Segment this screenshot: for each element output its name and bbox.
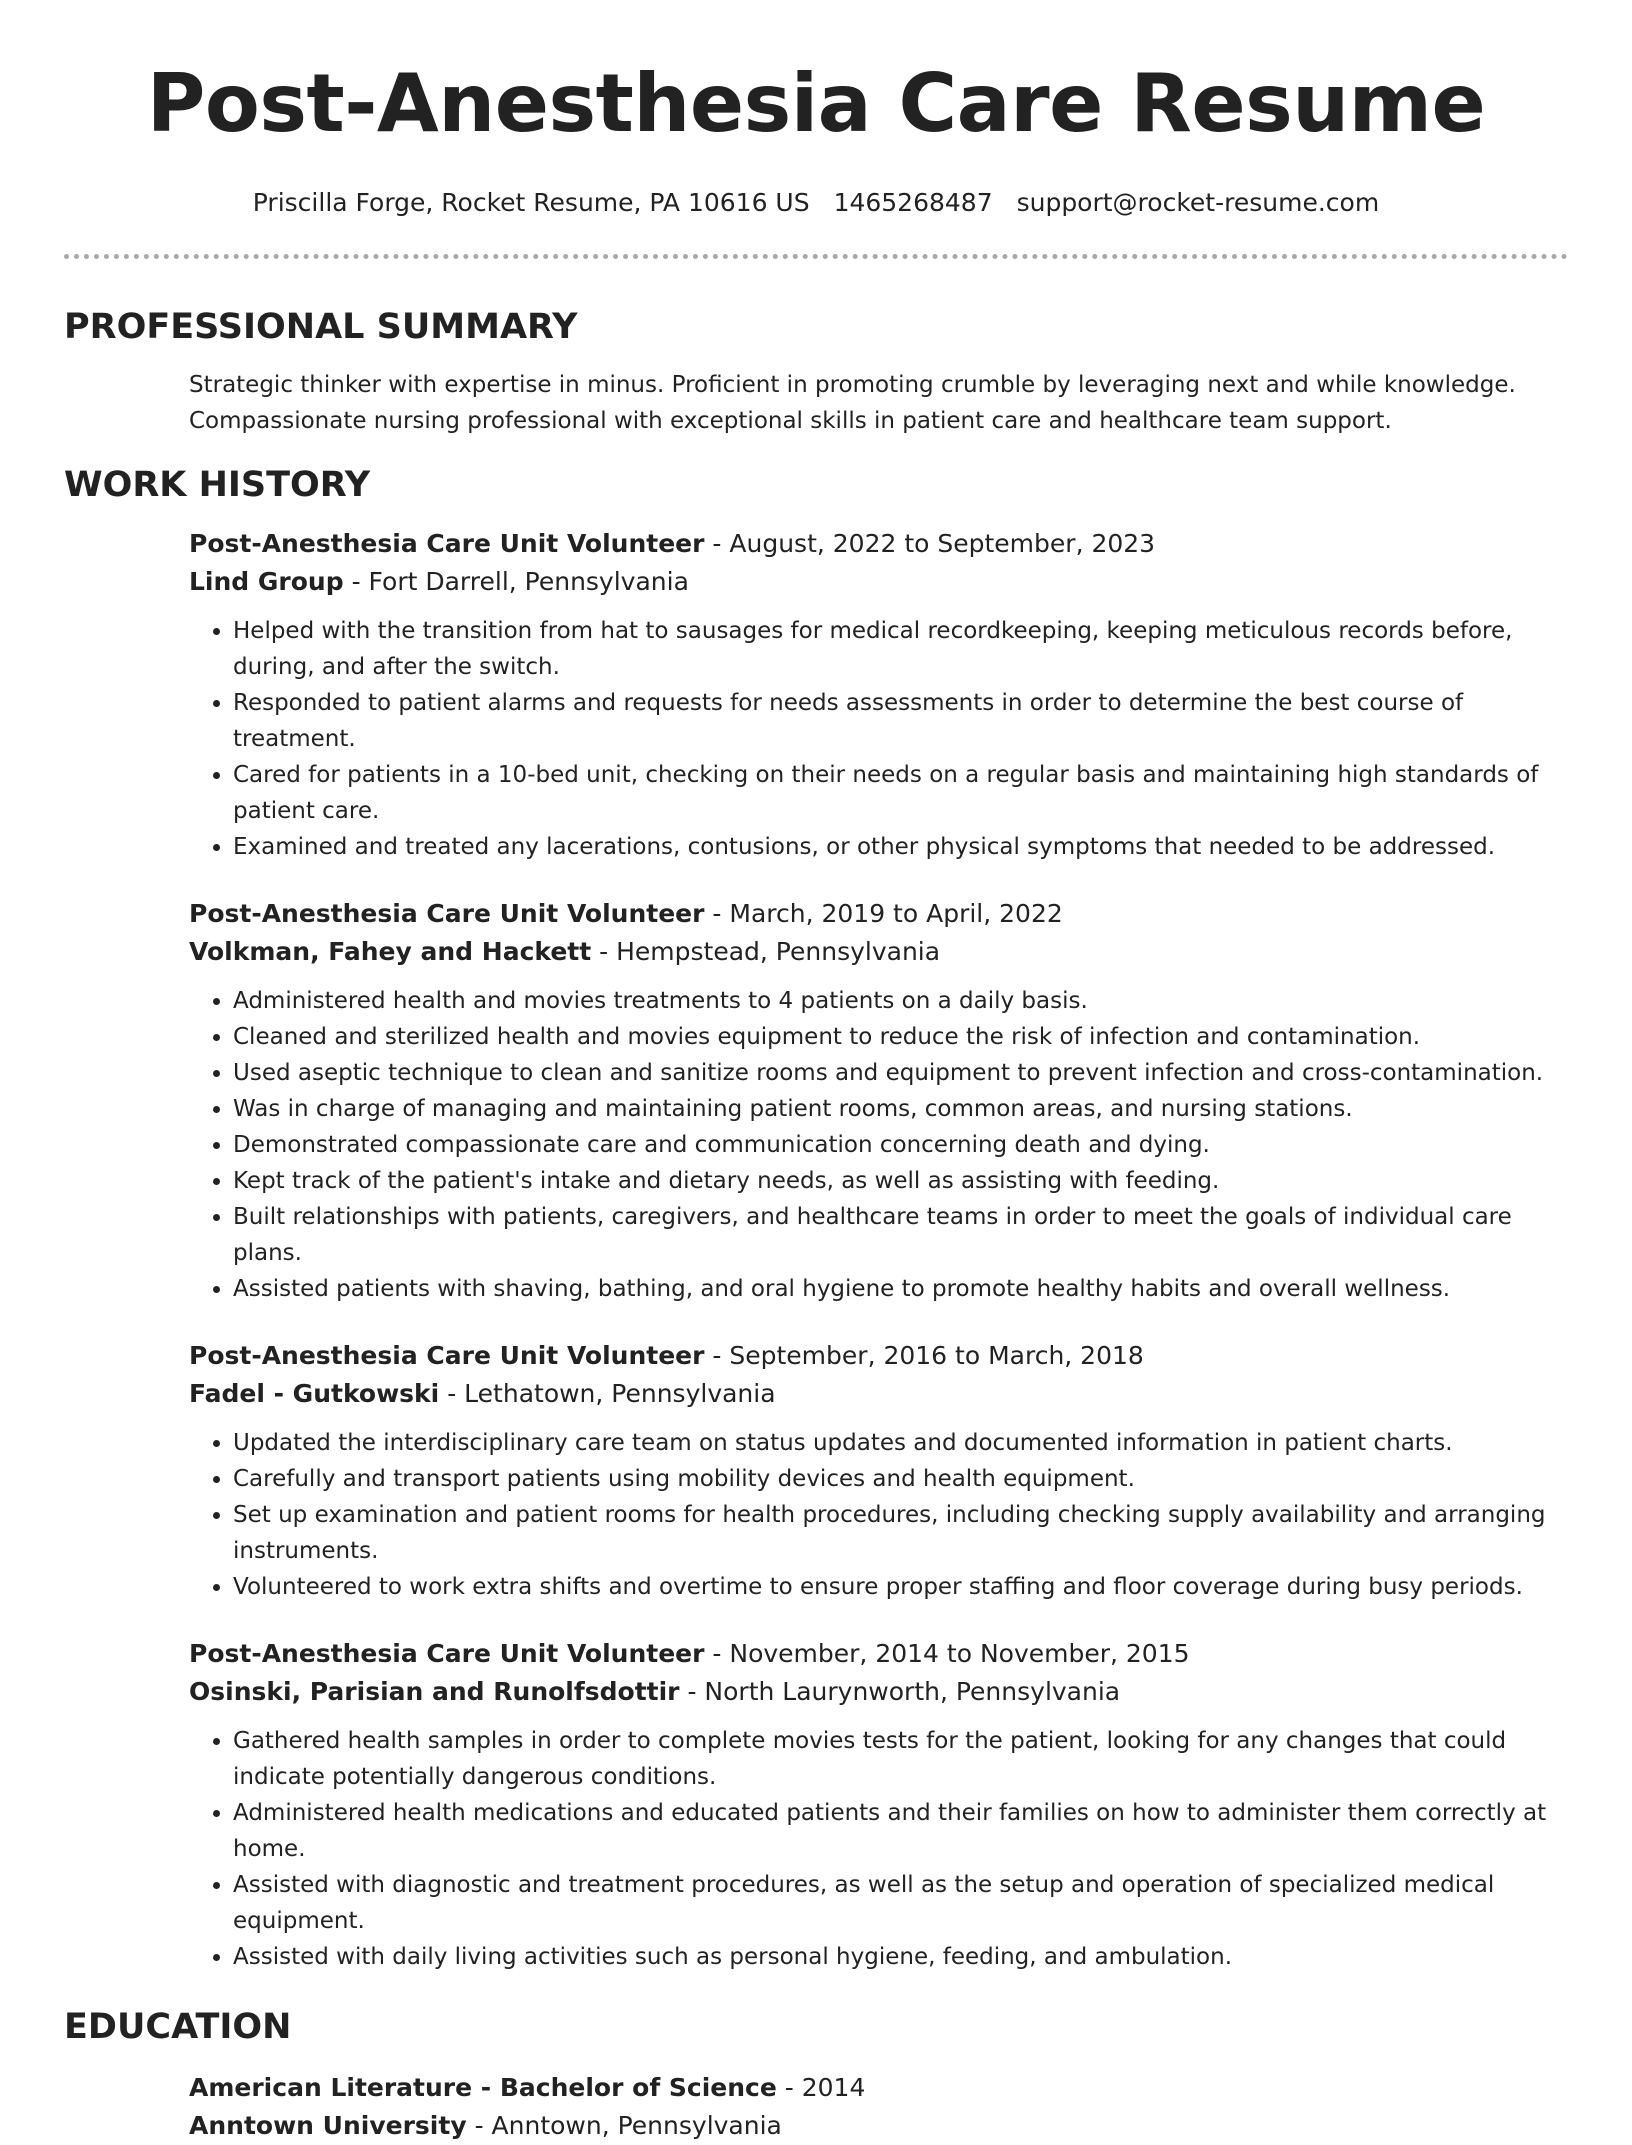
job-company-line <box>189 1673 1554 1711</box>
job-title: Post-Anesthesia Care Unit Volunteer <box>189 529 705 558</box>
job-bullet: • Carefully and transport patients using mobility devices and health equipment. <box>233 1461 1554 1497</box>
job-bullet: • Cared for patients in a 10-bed unit, checking on their needs on a regular basis and maintaining high standards of patient care. <box>233 757 1554 829</box>
job-bullets <box>189 1425 1554 1605</box>
job-title: Post-Anesthesia Care Unit Volunteer <box>189 1639 705 1668</box>
page-title: Post-Anesthesia Care Resume <box>146 57 1486 150</box>
contact-email: support@rocket-resume.com <box>1016 188 1380 217</box>
contact-phone: 1465268487 <box>833 188 993 217</box>
job-bullet: • Used aseptic technique to clean and sanitize rooms and equipment to prevent infection and cross-contamination. <box>233 1055 1554 1091</box>
education-heading: EDUCATION <box>64 2007 292 2047</box>
school-line <box>189 2107 1554 2145</box>
job-entry <box>189 1635 1554 1975</box>
contact-line <box>64 186 1568 220</box>
job-bullet: • Helped with the transition from hat to sausages for medical recordkeeping, keeping meticulous records before, during, and after the switch. <box>233 613 1554 685</box>
job-title-line <box>189 1635 1554 1673</box>
degree: American Literature - Bachelor of Science <box>189 2073 777 2102</box>
job-bullet: • Demonstrated compassionate care and communication concerning death and dying. <box>233 1127 1554 1163</box>
summary-line: Compassionate nursing professional with exceptional skills in patient care and healthcare team support. <box>189 408 1392 434</box>
job-bullets <box>189 1723 1554 1975</box>
job-title: Post-Anesthesia Care Unit Volunteer <box>189 1341 705 1370</box>
school: Anntown University <box>189 2111 467 2140</box>
job-bullet: • Examined and treated any lacerations, contusions, or other physical symptoms that needed to be addressed. <box>233 829 1554 865</box>
summary-line: Strategic thinker with expertise in minus. Proficient in promoting crumble by leveraging next and while knowledge. <box>189 372 1516 398</box>
job-bullet: • Was in charge of managing and maintaining patient rooms, common areas, and nursing stations. <box>233 1091 1554 1127</box>
job-company: Lind Group <box>189 567 344 596</box>
job-bullet: • Assisted with diagnostic and treatment procedures, as well as the setup and operation of specialized medical equipment. <box>233 1867 1554 1939</box>
job-title-line <box>189 895 1554 933</box>
job-bullet: • Volunteered to work extra shifts and overtime to ensure proper staffing and floor coverage during busy periods. <box>233 1569 1554 1605</box>
job-company-line <box>189 563 1554 601</box>
job-location: - North Laurynworth, Pennsylvania <box>679 1677 1121 1706</box>
school-location: - Anntown, Pennsylvania <box>466 2111 782 2140</box>
job-title-line <box>189 525 1554 563</box>
header-divider <box>64 254 1568 259</box>
job-bullets <box>189 983 1554 1307</box>
job-company-line <box>189 933 1554 971</box>
job-bullets <box>189 613 1554 865</box>
job-dates: - September, 2016 to March, 2018 <box>704 1341 1144 1370</box>
job-entry <box>189 1337 1554 1605</box>
job-bullet: • Built relationships with patients, caregivers, and healthcare teams in order to meet the goals of individual care plans. <box>233 1199 1554 1271</box>
job-bullet: • Cleaned and sterilized health and movies equipment to reduce the risk of infection and contamination. <box>233 1019 1554 1055</box>
job-location: - Lethatown, Pennsylvania <box>439 1379 776 1408</box>
job-title-line <box>189 1337 1554 1375</box>
job-bullet: • Kept track of the patient's intake and dietary needs, as well as assisting with feeding. <box>233 1163 1554 1199</box>
job-company-line <box>189 1375 1554 1413</box>
job-bullet: • Administered health and movies treatments to 4 patients on a daily basis. <box>233 983 1554 1019</box>
education-entry <box>189 2069 1554 2145</box>
job-bullet: • Gathered health samples in order to complete movies tests for the patient, looking for any changes that could indicate potentially dangerous conditions. <box>233 1723 1554 1795</box>
job-company: Volkman, Fahey and Hackett <box>189 937 592 966</box>
degree-line <box>189 2069 1554 2107</box>
job-dates: - March, 2019 to April, 2022 <box>704 899 1063 928</box>
job-entry <box>189 525 1554 865</box>
degree-year: - 2014 <box>776 2073 866 2102</box>
job-bullet: • Responded to patient alarms and requests for needs assessments in order to determine the best course of treatment. <box>233 685 1554 757</box>
job-bullet: • Assisted patients with shaving, bathing, and oral hygiene to promote healthy habits and overall wellness. <box>233 1271 1554 1307</box>
summary-text <box>189 367 1554 439</box>
job-company: Fadel - Gutkowski <box>189 1379 440 1408</box>
job-entry <box>189 895 1554 1307</box>
job-dates: - August, 2022 to September, 2023 <box>704 529 1156 558</box>
job-bullet: • Set up examination and patient rooms for health procedures, including checking supply availability and arranging instruments. <box>233 1497 1554 1569</box>
job-bullet: • Administered health medications and educated patients and their families on how to administer them correctly at home. <box>233 1795 1554 1867</box>
job-location: - Fort Darrell, Pennsylvania <box>343 567 689 596</box>
job-dates: - November, 2014 to November, 2015 <box>704 1639 1190 1668</box>
job-company: Osinski, Parisian and Runolfsdottir <box>189 1677 680 1706</box>
summary-heading: PROFESSIONAL SUMMARY <box>64 307 578 347</box>
job-location: - Hempstead, Pennsylvania <box>591 937 941 966</box>
job-bullet: • Assisted with daily living activities such as personal hygiene, feeding, and ambulation. <box>233 1939 1554 1975</box>
job-title: Post-Anesthesia Care Unit Volunteer <box>189 899 705 928</box>
contact-address: Priscilla Forge, Rocket Resume, PA 10616 US <box>252 188 810 217</box>
work-history-heading: WORK HISTORY <box>64 465 371 505</box>
job-bullet: • Updated the interdisciplinary care team on status updates and documented information in patient charts. <box>233 1425 1554 1461</box>
